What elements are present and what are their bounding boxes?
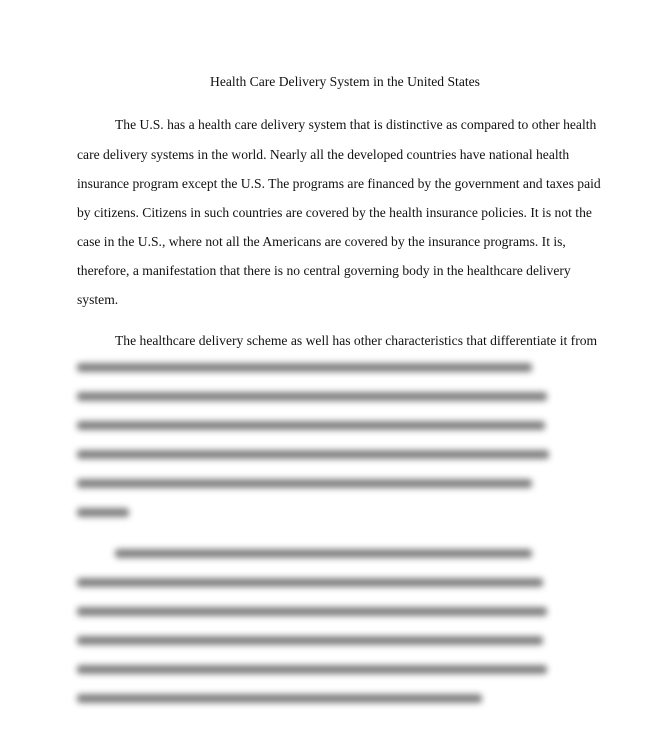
blurred-line [77,392,547,401]
document-title: Health Care Delivery System in the United States [210,74,480,89]
paragraph1-line-4: by citizens. Citizens in such countries are covered by the health insurance policies. It is not the [77,205,592,220]
paragraph1-line-6: therefore, a manifestation that there is no central governing body in the healthcare delivery [77,263,571,278]
blurred-line [77,479,532,488]
blurred-line [77,694,482,703]
blurred-line [77,421,545,430]
paragraph1-line-2: care delivery systems in the world. Nearly all the developed countries have national health [77,147,570,162]
blurred-line [77,363,532,372]
paragraph2-line-1: The healthcare delivery scheme as well has other characteristics that differentiate it from [115,333,598,348]
paragraph1-line-1: The U.S. has a health care delivery system that is distinctive as compared to other health [115,117,597,132]
blurred-text-lines [0,355,650,750]
blurred-line [77,450,549,459]
paragraph1-line-3: insurance program except the U.S. The programs are financed by the government and taxes paid [77,176,601,191]
paragraph1-line-5: case in the U.S., where not all the Americans are covered by the insurance programs. It is, [77,234,566,249]
blurred-line [77,607,547,616]
blurred-line [77,665,547,674]
blurred-content [0,355,650,750]
blurred-line [77,578,543,587]
blurred-line [77,636,543,645]
blurred-line [115,549,532,558]
paragraph1-line-7: system. [77,292,119,307]
blurred-line [77,508,129,517]
